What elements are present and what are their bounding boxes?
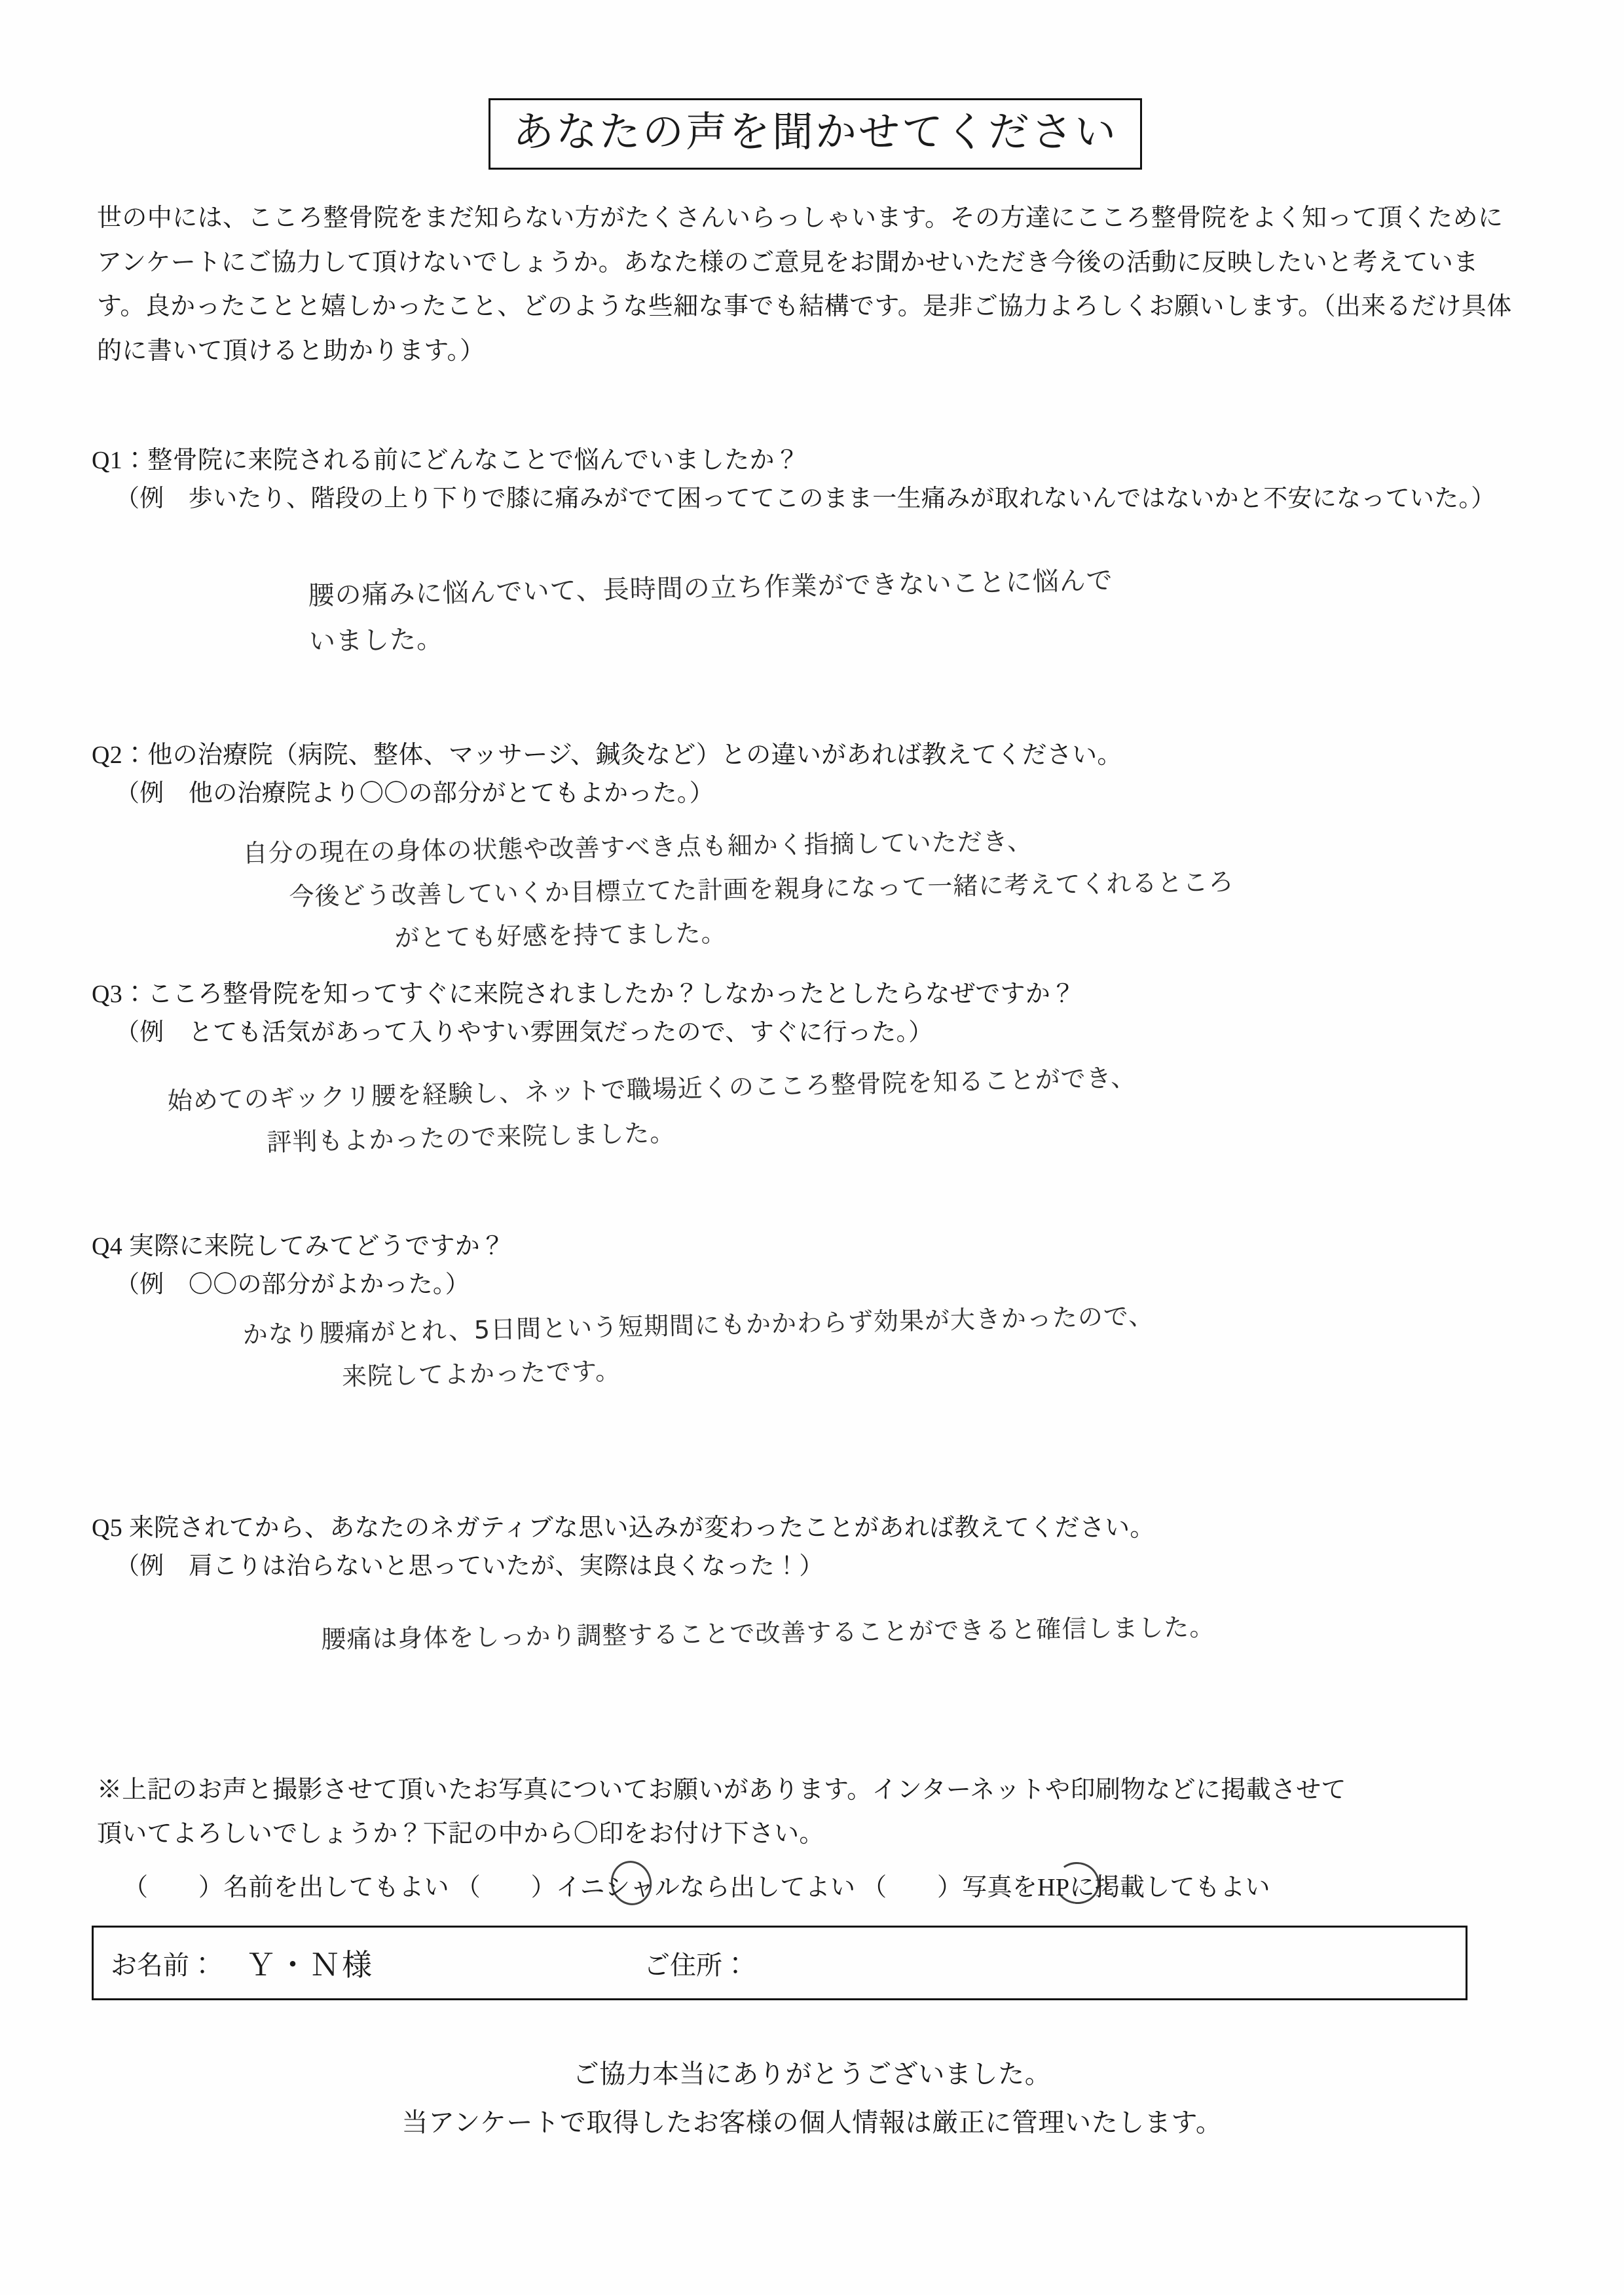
page-title-wrapper bbox=[458, 98, 1172, 170]
question-label-q5: Q5 来院されてから、あなたのネガティブな思い込みが変わったことがあれば教えてください。 bbox=[92, 1514, 1155, 1542]
consent-option-photo[interactable]: （ ）写真をHPに掲載してもよい bbox=[862, 1874, 1270, 1901]
question-example-q2: （例 他の治療院より〇〇の部分がとてもよかった。） bbox=[115, 780, 714, 807]
name-field[interactable] bbox=[94, 1928, 635, 1998]
consent-section bbox=[97, 1768, 1524, 1910]
question-block-q5 bbox=[92, 1510, 1552, 1586]
consent-notice-line-2: 頂いてよろしいでしょうか？下記の中から〇印をお付け下さい。 bbox=[97, 1819, 824, 1848]
name-value: Ｙ・Ｎ様 bbox=[246, 1947, 374, 1983]
consent-option-initial[interactable]: （ ）イニシャルなら出してよい bbox=[455, 1874, 856, 1901]
name-label: お名前： bbox=[111, 1950, 215, 1980]
intro-paragraph: 世の中には、こころ整骨院をまだ知らない方がたくさんいらっしゃいます。その方達にこころ整骨院をよく知って頂くためにアンケートにご協力して頂けないでしょうか。あなた様のご意見をお聞かせいただき今後の活動に反映したいと考えています。良かったことと嬉しかったこと、どのような些細な事でも結構です。是非ご協力よろしくお願いします。（出来るだけ具体的に書いて頂けると助かります。） bbox=[97, 204, 1512, 365]
circle-mark-initial-icon bbox=[606, 1857, 657, 1910]
address-label: ご住所： bbox=[644, 1950, 748, 1980]
question-example-q5: （例 肩こりは治らないと思っていたが、実際は良くなった！） bbox=[115, 1553, 824, 1580]
question-label-q3: Q3：こころ整骨院を知ってすぐに来院されましたか？しなかったとしたらなぜですか？ bbox=[92, 980, 1076, 1008]
question-example-q3: （例 とても活気があって入りやすい雰囲気だったので、すぐに行った。） bbox=[115, 1019, 933, 1046]
consent-notice-line-1: ※上記のお声と撮影させて頂いたお写真についてお願いがあります。インターネットや印刷物などに掲載させて bbox=[97, 1776, 1346, 1804]
consent-option-name[interactable]: （ ）名前を出してもよい bbox=[123, 1874, 449, 1901]
question-example-q1: （例 歩いたり、階段の上り下りで膝に痛みがでて困っててこのまま一生痛みが取れないんではないかと不安になっていた。） bbox=[115, 485, 1496, 512]
handwritten-line: 始めてのギックリ腰を経験し、ネットで職場近くのこころ整骨院を知ることができ、 bbox=[167, 1062, 1137, 1115]
handwritten-line: がとても好感を持てました。 bbox=[394, 918, 727, 953]
page-title: あなたの声を聞かせてください bbox=[513, 109, 1118, 155]
handwritten-line: 評判もよかったので来院しました。 bbox=[266, 1117, 676, 1157]
handwritten-answer-q3 bbox=[167, 1056, 1138, 1166]
question-example-q4: （例 〇〇の部分がよかった。） bbox=[115, 1271, 470, 1298]
footer-block bbox=[0, 2050, 1624, 2147]
handwritten-line: かなり腰痛がとれ、5日間という短期間にもかかわらず効果が大きかったので、 bbox=[242, 1301, 1154, 1349]
footer-privacy: 当アンケートで取得したお客様の個人情報は厳正に管理いたします。 bbox=[401, 2108, 1223, 2137]
handwritten-answer-q2 bbox=[242, 816, 1235, 962]
consent-options-row bbox=[97, 1866, 1524, 1910]
handwritten-answer-q1 bbox=[308, 557, 1115, 665]
handwritten-line: 腰痛は身体をしっかり調整することで改善することができると確信しました。 bbox=[321, 1612, 1215, 1654]
handwritten-line: 今後どう改善していくか目標立てた計画を親身になって一緒に考えてくれるところ bbox=[289, 867, 1234, 911]
question-block-q2 bbox=[92, 737, 1552, 813]
identity-row bbox=[92, 1926, 1467, 2000]
question-label-q1: Q1：整骨院に来院される前にどんなことで悩んでいましたか？ bbox=[92, 447, 800, 474]
handwritten-line: 自分の現在の身体の状態や改善すべき点も細かく指摘していただき、 bbox=[242, 827, 1033, 868]
handwritten-line: 腰の痛みに悩んでいて、長時間の立ち作業ができないことに悩んで bbox=[308, 565, 1114, 611]
address-field[interactable] bbox=[635, 1928, 748, 1998]
page-title-box bbox=[489, 98, 1142, 170]
question-label-q4: Q4 実際に来院してみてどうですか？ bbox=[92, 1233, 506, 1260]
question-block-q3 bbox=[92, 976, 1552, 1053]
question-block-q4 bbox=[92, 1228, 1552, 1305]
handwritten-answer-q4 bbox=[242, 1294, 1155, 1400]
question-block-q1 bbox=[92, 442, 1552, 519]
handwritten-answer-q5 bbox=[321, 1605, 1215, 1662]
question-label-q2: Q2：他の治療院（病院、整体、マッサージ、鍼灸など）との違いがあれば教えてください。 bbox=[92, 741, 1122, 769]
handwritten-line: いました。 bbox=[308, 624, 444, 657]
footer-thanks: ご協力本当にありがとうございました。 bbox=[572, 2059, 1052, 2089]
handwritten-line: 来院してよかったです。 bbox=[341, 1356, 621, 1391]
